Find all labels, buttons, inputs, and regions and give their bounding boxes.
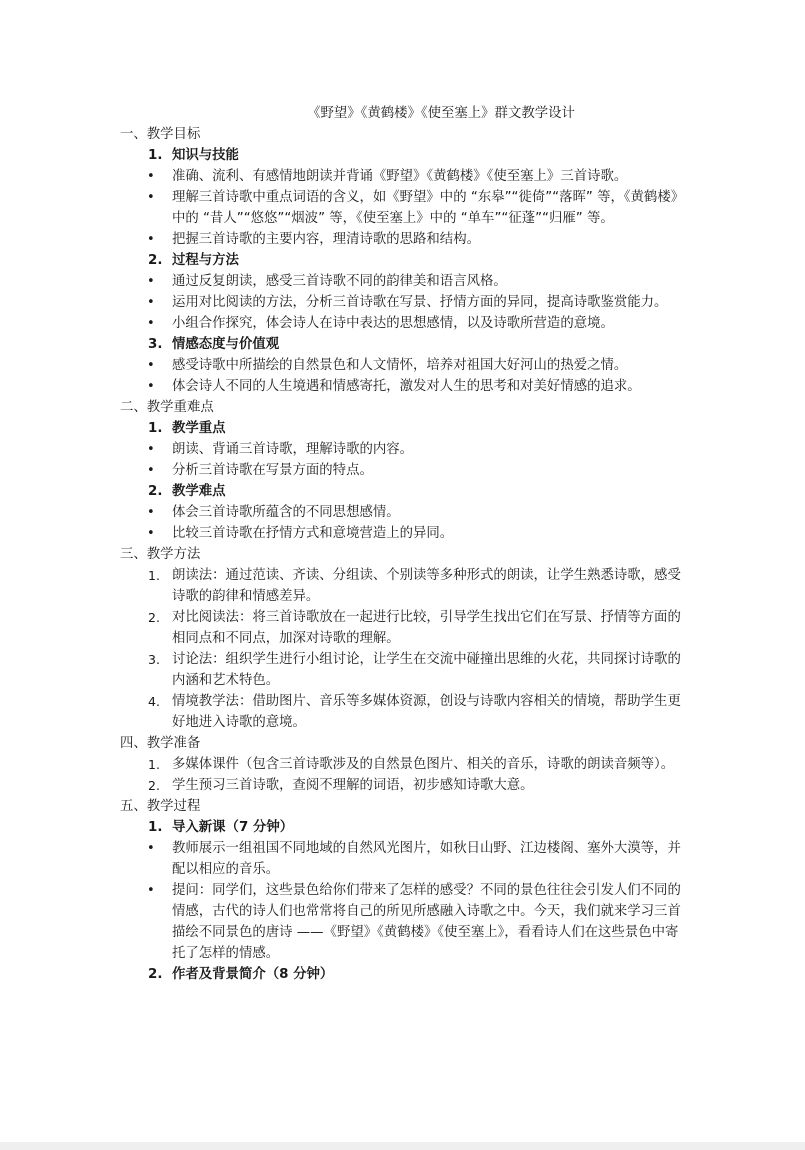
subheading-number: 2. [148, 967, 163, 982]
document-title: 《野望》《黄鹤楼》《使至塞上》群文教学设计 [307, 106, 575, 121]
item-number: 4. [148, 694, 160, 709]
numbered-item [120, 754, 690, 775]
subheading-label: 教学重点 [172, 421, 226, 436]
list-item: • 小组合作探究，体会诗人在诗中表达的思想感情，以及诗歌所营造的意境。 [120, 313, 690, 334]
subheading-knowledge-skills [120, 145, 690, 166]
list-item: • 教师展示一组祖国不同地域的自然风光图片，如秋日山野、江边楼阁、塞外大漠等，并配以相应的音乐。 [120, 838, 690, 880]
subheading-label: 导入新课（7 分钟） [172, 820, 294, 835]
subheading-teaching-difficulty [120, 481, 690, 502]
list-item: • 体会三首诗歌所蕴含的不同思想感情。 [120, 502, 690, 523]
item-number: 1. [148, 568, 160, 583]
numbered-item [120, 649, 690, 691]
subheading-emotion-values [120, 334, 690, 355]
page-bottom-edge [0, 1142, 805, 1150]
list-item: • 理解三首诗歌中重点词语的含义，如《野望》中的 “东皋”“徙倚”“落晖” 等，《黄鹤楼》中的 “昔人”“悠悠”“烟波” 等，《使至塞上》中的 “单车”“征蓬”“归雁” 等。 [120, 187, 690, 229]
list-item: • 运用对比阅读的方法，分析三首诗歌在写景、抒情方面的异同，提高诗歌鉴赏能力。 [120, 292, 690, 313]
subheading-teaching-focus [120, 418, 690, 439]
subheading-introduction [120, 817, 690, 838]
item-number: 2. [148, 610, 160, 625]
list-item: • 准确、流利、有感情地朗读并背诵《野望》《黄鹤楼》《使至塞上》三首诗歌。 [120, 166, 690, 187]
list-item: • 感受诗歌中所描绘的自然景色和人文情怀，培养对祖国大好河山的热爱之情。 [120, 355, 690, 376]
item-text: 对比阅读法：将三首诗歌放在一起进行比较，引导学生找出它们在写景、抒情等方面的相同点和不同点，加深对诗歌的理解。 [172, 610, 681, 646]
list-item: • 比较三首诗歌在抒情方式和意境营造上的异同。 [120, 523, 690, 544]
subheading-label: 知识与技能 [172, 148, 239, 163]
subheading-label: 过程与方法 [172, 253, 239, 268]
subheading-process-method [120, 250, 690, 271]
section-heading-key-points: 二、教学重难点 [120, 400, 214, 415]
subheading-number: 2. [148, 484, 163, 499]
subheading-author-background [120, 964, 690, 985]
list-item: • 把握三首诗歌的主要内容，理清诗歌的思路和结构。 [120, 229, 690, 250]
section-heading-objectives: 一、教学目标 [120, 127, 201, 142]
item-number: 2. [148, 778, 160, 793]
item-text: 朗读法：通过范读、齐读、分组读、个别读等多种形式的朗读，让学生熟悉诗歌，感受诗歌的韵律和情感差异。 [172, 568, 681, 604]
item-text: 讨论法：组织学生进行小组讨论，让学生在交流中碰撞出思维的火花，共同探讨诗歌的内涵和艺术特色。 [172, 652, 681, 688]
section-heading-methods: 三、教学方法 [120, 547, 201, 562]
list-item: • 通过反复朗读，感受三首诗歌不同的韵律美和语言风格。 [120, 271, 690, 292]
item-number: 3. [148, 652, 160, 667]
list-item: • 朗读、背诵三首诗歌，理解诗歌的内容。 [120, 439, 690, 460]
numbered-item [120, 607, 690, 649]
section-heading-process: 五、教学过程 [120, 799, 201, 814]
subheading-number: 2. [148, 253, 163, 268]
subheading-label: 教学难点 [172, 484, 226, 499]
subheading-number: 3. [148, 337, 163, 352]
subheading-number: 1. [148, 820, 163, 835]
item-text: 学生预习三首诗歌，查阅不理解的词语，初步感知诗歌大意。 [172, 778, 534, 793]
item-text: 多媒体课件（包含三首诗歌涉及的自然景色图片、相关的音乐，诗歌的朗读音频等）。 [172, 757, 675, 772]
subheading-number: 1. [148, 421, 163, 436]
section-heading-preparation: 四、教学准备 [120, 736, 201, 751]
subheading-number: 1. [148, 148, 163, 163]
list-item: • 体会诗人不同的人生境遇和情感寄托，激发对人生的思考和对美好情感的追求。 [120, 376, 690, 397]
list-item: • 分析三首诗歌在写景方面的特点。 [120, 460, 690, 481]
item-text: 情境教学法：借助图片、音乐等多媒体资源，创设与诗歌内容相关的情境，帮助学生更好地进入诗歌的意境。 [172, 694, 681, 730]
numbered-item [120, 775, 690, 796]
numbered-item [120, 565, 690, 607]
subheading-label: 情感态度与价值观 [172, 337, 280, 352]
document-content [120, 103, 690, 985]
subheading-label: 作者及背景简介（8 分钟） [172, 967, 334, 982]
numbered-item [120, 691, 690, 733]
item-number: 1. [148, 757, 160, 772]
list-item: • 提问：同学们，这些景色给你们带来了怎样的感受？不同的景色往往会引发人们不同的情感，古代的诗人们也常常将自己的所见所感融入诗歌之中。今天，我们就来学习三首描绘不同景色的唐诗 ——《野望》《黄鹤楼》《使至塞上》，看看诗人们在这些景色中寄托了怎样的情感。 [120, 880, 690, 964]
